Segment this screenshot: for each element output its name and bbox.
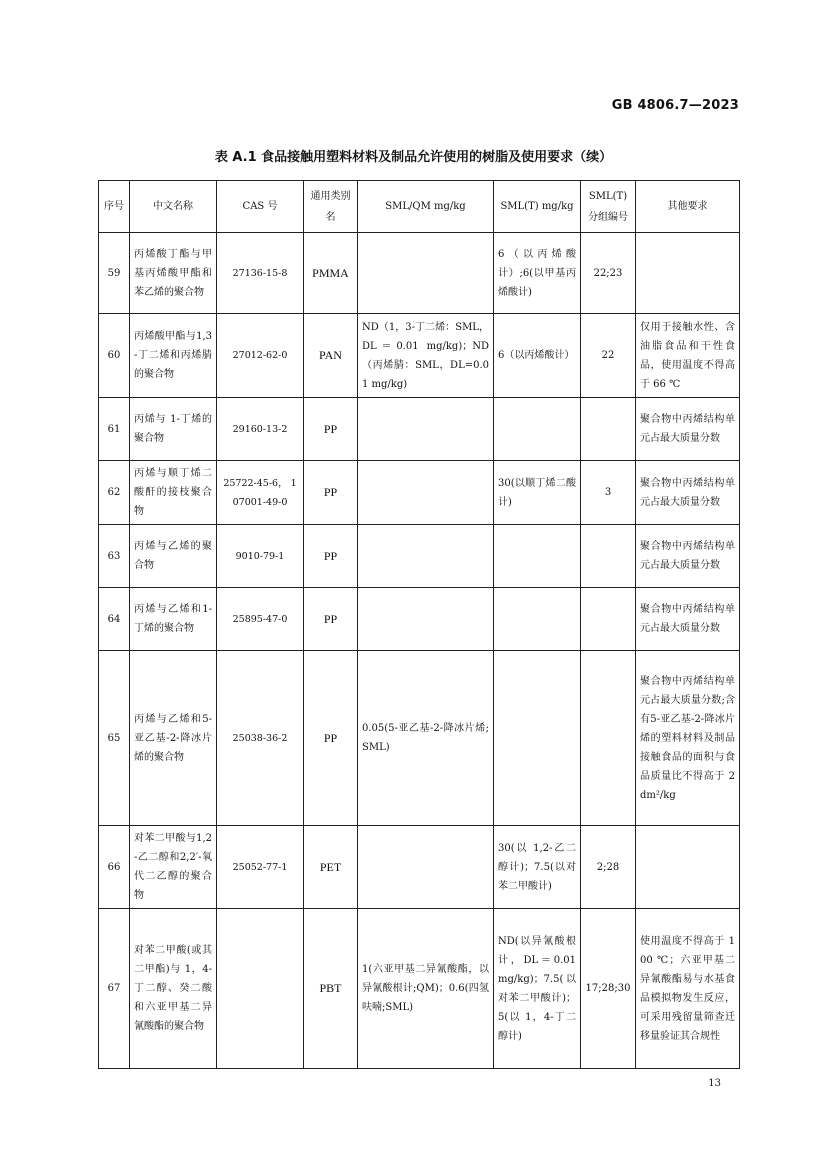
cell-other: 使用温度不得高于 100 ℃；六亚甲基二异氰酸酯易与水基食品模拟物发生反应，可采用残留量筛查迁移量验证其合规性 [636,909,740,1069]
cell-no: 67 [99,909,130,1069]
cell-abbr: PMMA [304,233,358,314]
cell-sml-qm: 0.05(5-亚乙基-2-降冰片烯;SML) [358,651,494,826]
cell-no: 62 [99,461,130,525]
cell-name: 丙烯酸丁酯与甲基丙烯酸甲酯和苯乙烯的聚合物 [130,233,217,314]
cell-name: 对苯二甲酸与1,2-乙二醇和2,2′-氧代二乙醇的聚合物 [130,826,217,909]
cell-other: 仅用于接触水性、含油脂食品和干性食品，使用温度不得高于 66 ℃ [636,314,740,398]
cell-cas: 27136-15-8 [217,233,304,314]
header-sml-t: SML(T) mg/kg [494,181,581,233]
cell-abbr: PAN [304,314,358,398]
table-row [99,398,740,461]
cell-sml-t [494,525,581,588]
cell-cas: 25722-45-6， 107001-49-0 [217,461,304,525]
cell-name: 对苯二甲酸(或其二甲酯)与 1，4-丁二醇、癸二酸和六亚甲基二异氰酸酯的聚合物 [130,909,217,1069]
cell-other [636,826,740,909]
table-row [99,826,740,909]
cell-abbr: PP [304,398,358,461]
cell-sml-qm [358,588,494,651]
cell-group: 22;23 [581,233,636,314]
cell-cas: 9010-79-1 [217,525,304,588]
cell-cas [217,909,304,1069]
cell-no: 66 [99,826,130,909]
cell-other [636,233,740,314]
cell-abbr: PP [304,588,358,651]
cell-sml-qm [358,233,494,314]
header-sml-qm: SML/QM mg/kg [358,181,494,233]
cell-name: 丙烯酸甲酯与1,3-丁二烯和丙烯腈的聚合物 [130,314,217,398]
cell-name: 丙烯与乙烯和5-亚乙基-2-降冰片烯的聚合物 [130,651,217,826]
cell-sml-t [494,588,581,651]
cell-group [581,398,636,461]
header-no: 序号 [99,181,130,233]
cell-sml-t: 6（以丙烯酸计）;6(以甲基丙烯酸计) [494,233,581,314]
cell-name: 丙烯与乙烯的聚合物 [130,525,217,588]
table-title: 表 A.1 食品接触用塑料材料及制品允许使用的树脂及使用要求（续） [214,150,613,165]
cell-group: 22 [581,314,636,398]
cell-cas: 25052-77-1 [217,826,304,909]
cell-cas: 27012-62-0 [217,314,304,398]
cell-sml-t: ND(以异氰酸根计，DL＝0.01 mg/kg)；7.5(以对苯二甲酸计)；5(以 1，4-丁二醇计) [494,909,581,1069]
cell-abbr: PP [304,461,358,525]
cell-sml-t [494,398,581,461]
table-row [99,588,740,651]
cell-cas: 29160-13-2 [217,398,304,461]
cell-group: 17;28;30 [581,909,636,1069]
cell-sml-qm: 1(六亚甲基二异氰酸酯，以异氰酸根计;QM)；0.6(四氢呋喃;SML) [358,909,494,1069]
cell-group [581,525,636,588]
cell-no: 60 [99,314,130,398]
table-row [99,461,740,525]
cell-no: 61 [99,398,130,461]
cell-sml-qm [358,398,494,461]
cell-sml-t [494,651,581,826]
cell-sml-qm: ND（1，3-丁二烯：SML，DL＝0.01 mg/kg)；ND（丙烯腈：SML，DL=0.01 mg/kg) [358,314,494,398]
cell-name: 丙烯与 1-丁烯的聚合物 [130,398,217,461]
resin-table [98,180,740,1069]
cell-sml-qm [358,525,494,588]
cell-abbr: PP [304,651,358,826]
cell-sml-qm [358,461,494,525]
cell-sml-t: 30(以 1,2-乙二醇计)；7.5(以对苯二甲酸计) [494,826,581,909]
cell-group [581,588,636,651]
cell-other: 聚合物中丙烯结构单元占最大质量分数;含有5-亚乙基-2-降冰片烯的塑料材料及制品接触食品的面积与食品质量比不得高于 2 dm²/kg [636,651,740,826]
table-row [99,651,740,826]
header-abbr: 通用类别名 [304,181,358,233]
cell-sml-qm [358,826,494,909]
header-other: 其他要求 [636,181,740,233]
cell-group: 3 [581,461,636,525]
cell-other: 聚合物中丙烯结构单元占最大质量分数 [636,398,740,461]
cell-name: 丙烯与乙烯和1-丁烯的聚合物 [130,588,217,651]
header-group: SML(T)分组编号 [581,181,636,233]
cell-no: 59 [99,233,130,314]
cell-no: 64 [99,588,130,651]
page-number: 13 [708,1078,721,1089]
cell-group [581,651,636,826]
header-cas: CAS 号 [217,181,304,233]
cell-no: 65 [99,651,130,826]
cell-sml-t: 6（以丙烯酸计） [494,314,581,398]
standard-code: GB 4806.7—2023 [611,98,739,113]
table-row [99,233,740,314]
cell-abbr: PET [304,826,358,909]
cell-abbr: PP [304,525,358,588]
table-header-row [99,181,740,233]
cell-other: 聚合物中丙烯结构单元占最大质量分数 [636,461,740,525]
cell-sml-t: 30(以顺丁烯二酸计) [494,461,581,525]
cell-other: 聚合物中丙烯结构单元占最大质量分数 [636,525,740,588]
cell-abbr: PBT [304,909,358,1069]
table-row [99,909,740,1069]
table-row [99,525,740,588]
cell-cas: 25895-47-0 [217,588,304,651]
header-name: 中文名称 [130,181,217,233]
cell-group: 2;28 [581,826,636,909]
cell-name: 丙烯与顺丁烯二酸酐的接枝聚合物 [130,461,217,525]
table-row [99,314,740,398]
cell-cas: 25038-36-2 [217,651,304,826]
cell-other: 聚合物中丙烯结构单元占最大质量分数 [636,588,740,651]
cell-no: 63 [99,525,130,588]
